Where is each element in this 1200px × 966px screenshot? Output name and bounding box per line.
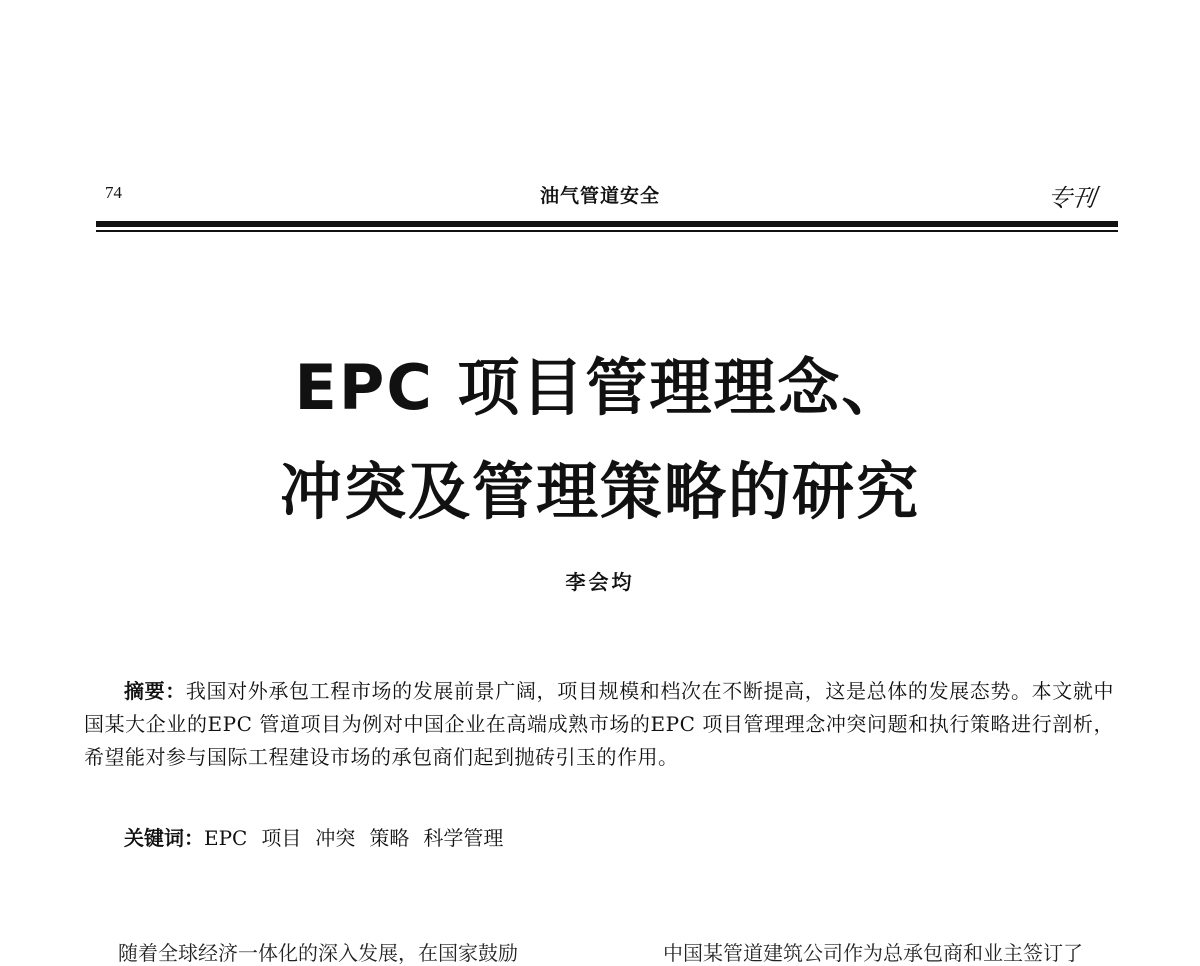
title-line-1: EPC 项目管理理念、: [294, 351, 906, 424]
title-line-2: 冲突及管理策略的研究: [279, 455, 920, 528]
body-left-column-fragment: 随着全球经济一体化的深入发展，在国家鼓励: [118, 941, 518, 965]
abstract: [84, 675, 1114, 774]
abstract-label: 摘要：: [124, 679, 186, 703]
keyword-item: 冲突: [315, 826, 356, 850]
keyword-item: 科学管理: [423, 826, 504, 850]
keywords-label: 关键词：: [124, 826, 204, 850]
page-number: 74: [105, 183, 122, 202]
header-rule-thin: [96, 230, 1118, 232]
issue-label: 专刊: [1045, 184, 1098, 212]
journal-name: 油气管道安全: [539, 185, 660, 207]
header-rule-thick: [96, 221, 1118, 227]
body-right-column-fragment: 中国某管道建筑公司作为总承包商和业主签订了: [663, 941, 1083, 965]
keyword-item: 策略: [369, 826, 410, 850]
author-name: 李会均: [565, 570, 635, 594]
keywords: [84, 823, 1114, 853]
keyword-item: EPC: [204, 826, 248, 850]
abstract-text: 我国对外承包工程市场的发展前景广阔，项目规模和档次在不断提高，这是总体的发展态势。本文就中国某大企业的EPC 管道项目为例对中国企业在高端成熟市场的EPC 项目管理理念冲突问题和执行策略进行剖析，希望能对参与国际工程建设市场的承包商们起到抛砖引玉的作用。: [84, 679, 1115, 769]
keyword-item: 项目: [261, 826, 302, 850]
